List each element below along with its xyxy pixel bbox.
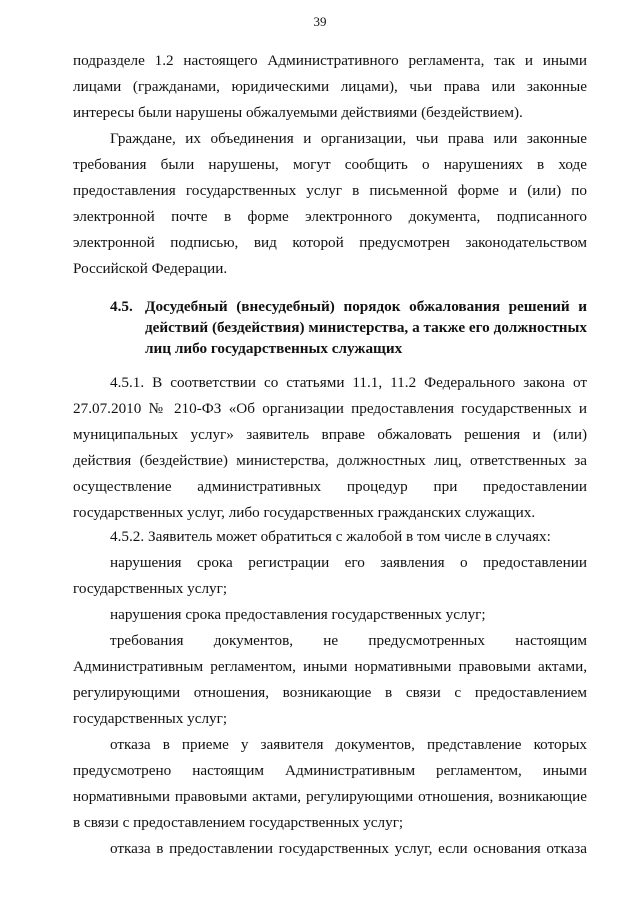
case-1-line-2: государственных услуг; (73, 580, 228, 597)
citizens-line-5: электронной подписью, вид которой предусмотрен законодательством (73, 234, 587, 251)
citizens-line-3: предоставления государственных услуг в письменной форме и (или) по (73, 182, 587, 199)
clause-451-line-2: 27.07.2010 № 210-ФЗ «Об организации предоставления государственных и (73, 400, 587, 417)
citizens-line-4: электронной почте в форме электронного документа, подписанного (73, 208, 587, 225)
case-1-line-1: нарушения срока регистрации его заявления о предоставлении (110, 554, 587, 571)
clause-451-line-6: государственных услуг, либо государственных гражданских служащих. (73, 504, 536, 521)
clause-452: 4.5.2. Заявитель может обратиться с жалобой в том числе в случаях: (110, 528, 551, 545)
page-number: 39 (313, 14, 327, 29)
citizens-line-2: требования были нарушены, могут сообщить о нарушениях в ходе (73, 156, 587, 173)
case-2: нарушения срока предоставления государственных услуг; (110, 606, 486, 623)
section-heading-line-1: Досудебный (внесудебный) порядок обжалования решений и (145, 298, 587, 315)
case-3-line-4: государственных услуг; (73, 710, 228, 727)
case-5-line-1: отказа в предоставлении государственных услуг, если основания отказа (110, 840, 587, 857)
clause-451-line-1: 4.5.1. В соответствии со статьями 11.1, 11.2 Федерального закона от (110, 374, 587, 391)
case-3-line-3: регулирующими отношения, возникающие в связи с предоставлением (73, 684, 587, 701)
case-4-line-3: нормативными правовыми актами, регулирующими отношения, возникающие (73, 788, 587, 805)
section-number: 4.5. (110, 298, 133, 315)
intro-line-1: подразделе 1.2 настоящего Административного регламента, так и иными (73, 52, 587, 69)
citizens-line-1: Граждане, их объединения и организации, чьи права или законные (110, 130, 587, 147)
clause-451-line-5: осуществление административных процедур при предоставлении (73, 478, 587, 495)
citizens-line-6: Российской Федерации. (73, 260, 228, 277)
case-4-line-1: отказа в приеме у заявителя документов, представление которых (110, 736, 587, 753)
clause-451-line-3: муниципальных услуг» заявитель вправе обжаловать решения и (или) (73, 426, 587, 443)
intro-line-3: интересы были нарушены обжалуемыми действиями (бездействием). (73, 104, 523, 121)
case-4-line-4: в связи с предоставлением государственных услуг; (73, 814, 404, 831)
case-3-line-2: Административным регламентом, иными нормативными правовыми актами, (73, 658, 587, 675)
intro-line-2: лицами (гражданами, юридическими лицами), чьи права или законные (73, 78, 587, 95)
case-3-line-1: требования документов, не предусмотренных настоящим (110, 632, 587, 649)
case-4-line-2: предусмотрено настоящим Административным регламентом, иными (73, 762, 587, 779)
clause-451-line-4: действия (бездействие) министерства, должностных лиц, ответственных за (73, 452, 587, 469)
section-heading-line-2: действий (бездействия) министерства, а также его должностных (145, 319, 587, 336)
section-heading-line-3: лиц либо государственных служащих (145, 340, 403, 357)
